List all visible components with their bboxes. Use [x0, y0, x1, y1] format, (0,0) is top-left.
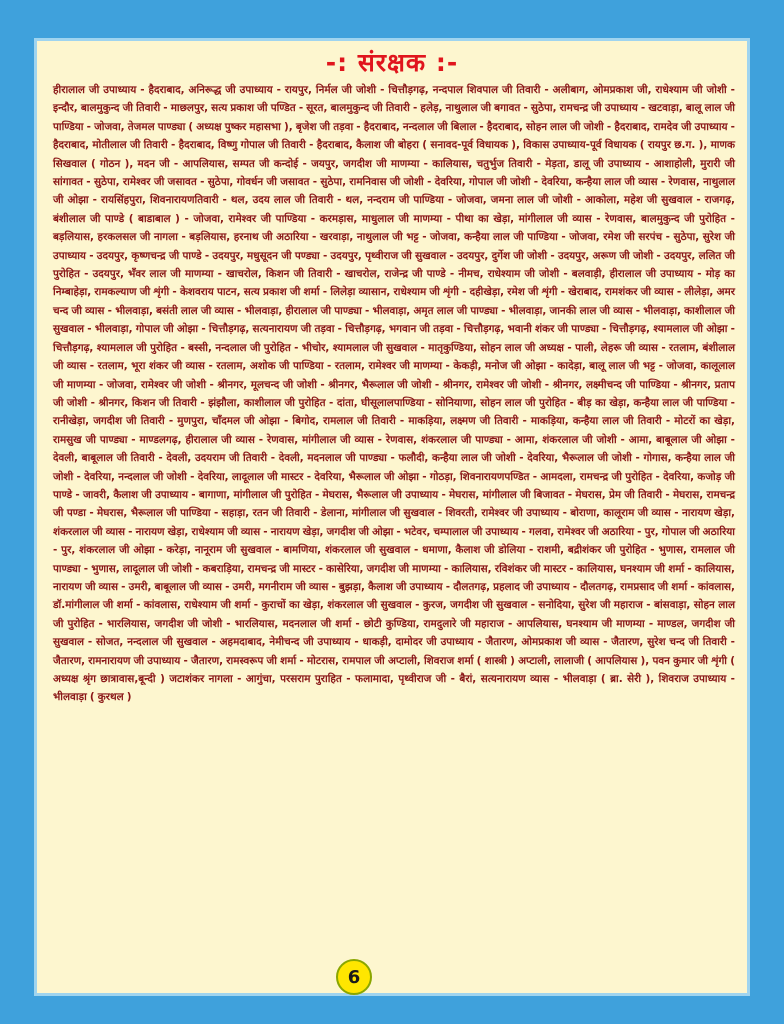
page-title: -: संरक्षक :- [325, 48, 459, 77]
page-number-badge: 6 [336, 959, 372, 995]
patrons-list-text: हीरालाल जी उपाध्याय - हैदराबाद, अनिरूद्ध जी उपाध्याय - रायपुर, निर्मल जी जोशी - चित्तौड़गढ़, नन्दपाल शिवपाल जी तिवारी - अलीबाग, ओमप्रकाश जी, राधेश्याम जी जोशी - इन्दौर, बालमुकुन्द जी तिवारी - माछलपुर, सत्य प्रकाश जी पण्डित - सूरत, बालमुकुन्द जी तिवारी - हलेड़, नाथुलाल जी बगावत - सुठेपा, रामचन्द्र जी उपाध्याय - खटवाड़ा, बालू लाल जी पाण्डिया - जोजवा, तेजमल पाण्ड्या ( अध्यक्ष पुष्कर महासभा ), बृजेश जी तड़वा - हैदराबाद, नन्दलाल जी बिलाल - हैदराबाद, सोहन लाल जी जोशी - हैदराबाद, रामदेव जी उपाध्याय - हैदराबाद, मोतीलाल जी तिवारी - हैदराबाद, विष्णु गोपाल जी तिवारी - हैदराबाद, कैलाश जी बोहरा ( सनावद-पूर्व विधायक ), विकास उपाध्याय-पूर्व विधायक ( रायपुर छ.ग. ), माणक सिखवाल ( गोठन ), मदन जी - आपलियास, सम्पत जी कन्दोई - जयपुर, जगदीश जी माणम्या - कालियास, चतुर्भुज तिवारी - मेड़ता, डालू जी उपाध्याय - आशाहोली, मुरारी जी सांगावत - सुठेपा, रामेश्वर जी जसावत - सुठेपा, गोवर्धन जी जसावत - सुठेपा, रामनिवास जी जोशी - देवरिया, गोपाल जी जोशी - देवरिया, कन्हैया लाल जी व्यास - रेणवास, नाथुलाल जी ओझा - रायसिंहपुरा, शिवनारायणतिवारी - थल, उदय लाल जी तिवारी - थल, नन्दराम जी पाण्डिया - जोजवा, जमना लाल जी जोशी - आकोला, महेश जी सुखवाल - राजगढ़, बंशीलाल जी पाण्डे ( बाडाबाल ) - जोजवा, रामेश्वर जी पाण्डिया - करमड़ास, माधुलाल जी माणम्या - पीथा का खेड़ा, मांगीलाल जी व्यास - रेणवास, बालमुकुन्द जी पुरोहित - बड़लियास, हरकलसल जी नागला - बड़लियास, हरनाथ जी अठारिया - खरवाड़ा, नाथुलाल जी भट्ट - जोजवा, कन्हैया लाल जी पाण्डिया - जोजवा, रमेश जी सरपंच - सुठेपा, सुरेश जी उपाध्याय - उदयपुर, कृष्णचन्द्र जी पाण्डे - उदयपुर, मधुसूदन जी पण्ड्या - उदयपुर, पृथ्वीराज जी सुखवाल - उदयपुर, दुर्गेश जी जोशी - उदयपुर, अरूण जी जोशी - उदयपुर, ललित जी पुरोहित - उदयपुर, भँवर लाल जी माणम्या - खाचरोल, किशन जी तिवारी - खाचरोल, राजेन्द्र जी पाण्डे - नीमच, राधेश्याम जी जोशी - बलवाड़ी, हीरालाल जी उपाध्याय - मोड़ का निम्बाहेड़ा, रामकल्याण जी शृंगी - केशवराय पाटन, सत्य प्रकाश जी शर्मा - लिलेड़ा व्यासान, राधेश्याम जी शृंगी - दहीखेड़ा, रमेश जी शृंगी - खेराबाद, रामशंकर जी व्यास - लीलेड़ा, अमर चन्द जी व्यास - भीलवाड़ा, बसंती लाल जी व्यास - भीलवाड़ा, हीरालाल जी पाण्ड्या - भीलवाड़ा, अमृत लाल जी पाण्ड्या - भीलवाड़ा, जानकी लाल जी व्यास - भीलवाड़ा, काशीलाल जी सुखवाल - भीलवाड़ा, गोपाल जी ओझा - चित्तौड़गढ़, सत्यनारायण जी तड़वा - चित्तौड़गढ़, भगवान जी तड़वा - चित्तौड़गढ़, भवानी शंकर जी पाण्ड्या - चित्तौड़गढ़, श्यामलाल जी ओझा - चित्तौड़गढ़, श्यामलाल जी पुरोहित - बस्सी, नन्दलाल जी पुरोहित - भीचोर, श्यामलाल जी सुखवाल - मातृकुण्डिया, सोहन लाल जी अध्यक्ष - पाली, लेहरू जी व्यास - रतलाम, बंशीलाल जी व्यास - रतलाम, भूरा शंकर जी व्यास - रतलाम, अशोक जी पाण्डिया - रतलाम, रामेश्वर जी माणम्या - केकड़ी, मनोज जी ओझा - कादेड़ा, बालू लाल जी भट्ट - जोजवा, कालूलाल जी माणम्या - जोजवा, रामेश्वर जी जोशी - श्रीनगर, मूलचन्द जी जोशी - श्रीनगर, भैरूलाल जी जोशी - श्रीनगर, रामेश्वर जी जोशी - श्रीनगर, लक्ष्मीचन्द जी पाण्डिया - श्रीनगर, प्रताप जी जोशी - श्रीनगर, किशन जी तिवारी - झंझौला, काशीलाल जी पुरोहित - दांता, घीसूलालपाण्डिया - सोनियाणा, सोहन लाल जी पुरोहित - बीड़ का खेड़ा, कन्हैया लाल जी पाण्डिया - रानीखेड़ा, जगदीश जी तिवारी - मुणपुरा, चाँदमल जी ओझा - बिगोद, रामलाल जी तिवारी - माकड़िया, लक्ष्मण जी तिवारी - माकड़िया, कन्हैया लाल जी तिवारी - मोटरों का खेड़ा, रामसुख जी पाण्ड्या - माण्डलगढ़, हीरालाल जी व्यास - रेणवास, मांगीलाल जी व्यास - रेणवास, शंकरलाल जी पाण्ड्या - आमा, शंकरलाल जी जोशी - आमा, बाबूलाल जी ओझा - देवली, बाबूलाल जी तिवारी - देवली, उदयराम जी तिवारी - देवली, मदनलाल जी पाण्ड्या - फलौदी, कन्हैया लाल जी जोशी - देवरिया, भैरूलाल जी जोशी - गोगास, कन्हैया लाल जी जोशी - देवरिया, नन्दलाल जी जोशी - देवरिया, लादूलाल जी मास्टर - देवरिया, भैरूलाल जी ओझा - गोठड़ा, शिवनारायणपण्डित - आमदला, रामचन्द्र जी पुरोहित - देवरिया, कजोड़ जी पाण्डे - जावरी, कैलाश जी उपाध्याय - बागाणा, मांगीलाल जी पुरोहित - मेघरास, भैरूलाल जी उपाध्याय - मेघरास, मांगीलाल जी बिजावत - मेघरास, प्रेम जी तिवारी - मेघरास, रामचन्द्र जी पण्डा - मेघरास, भैरूलाल जी पाण्डिया - सहाड़ा, रतन जी तिवारी - डेलाना, मांगीलाल जी सुखवाल - शिवरती, रामेश्वर जी उपाध्याय - बोराणा, कालूराम जी व्यास - नारायण खेड़ा, शंकरलाल जी व्यास - नारायण खेड़ा, राधेश्याम जी व्यास - नारायण खेड़ा, जगदीश जी ओझा - भटेवर, चम्पालाल जी उपाध्याय - गलवा, रामेश्वर जी अठारिया - पुर, गोपाल जी अठारिया - पुर, शंकरलाल जी ओझा - करेड़ा, नानूराम जी सुखवाल - बामणिया, शंकरलाल जी सुखवाल - धमाणा, कैलाश जी डोलिया - राशमी, बद्रीशंकर जी पुरोहित - भुणास, रामलाल जी पाण्ड्या - भुणास, लादूलाल जी जोशी - कबराड़िया, रामचन्द्र जी मास्टर - कासेरिया, जगदीश जी माणम्या - कालियास, रविशंकर जी मास्टर - कालियास, घनश्याम जी शर्मा - कालियास, नारायण जी व्यास - उमरी, बाबूलाल जी व्यास - उमरी, मगनीराम जी व्यास - बुझड़ा, कैलाश जी उपाध्याय - दौलतगढ़, प्रहलाद जी उपाध्याय - दौलतगढ़, रामप्रसाद जी शर्मा - कांवलास, डॉ.मांगीलाल जी शर्मा - कांवलास, राधेश्याम जी शर्मा - कुराचों का खेड़ा, शंकरलाल जी सुखवाल - कुरज, जगदीश जी सुखवाल - सनोदिया, सुरेश जी महाराज - बांसवाड़ा, सोहन लाल जी पुरोहित - भारलियास, जगदीश जी जोशी - भारलियास, मदनलाल जी शर्मा - छोटी कुण्डिया, रामदुलारे जी महाराज - आपलियास, घनश्याम जी माणम्या - माण्डल, जगदीश जी सुखवाल - सोजत, नन्दलाल जी सुखवाल - अहमदाबाद, नेमीचन्द जी उपाध्याय - धाकड़ी, दामोदर जी उपाध्याय - जैतारण, ओमप्रकाश जी व्यास - जैतारण, सुरेश चन्द जी तिवारी - जैतारण, रामनारायण जी उपाध्याय - जैतारण, रामस्वरूप जी शर्मा - मोटरास, रामपाल जी अप्टाली, शिवराज शर्मा ( शास्त्री ) अप्टाली, लालाजी ( आपलियास ), पवन कुमार जी शृंगी ( अध्यक्ष श्रृंग छात्रावास,बून्दी ) जटाशंकर नागला - आगुंचा, परसराम पुराहित - फलामादा, पृथ्वीराज जी - बैरां, सत्यनारायण व्यास - भीलवाड़ा ( ब्रा. सेरी ), शिवराज उपाध्याय - भीलवाड़ा ( कुरथल ) [53, 84, 735, 704]
page-content [34, 38, 750, 996]
